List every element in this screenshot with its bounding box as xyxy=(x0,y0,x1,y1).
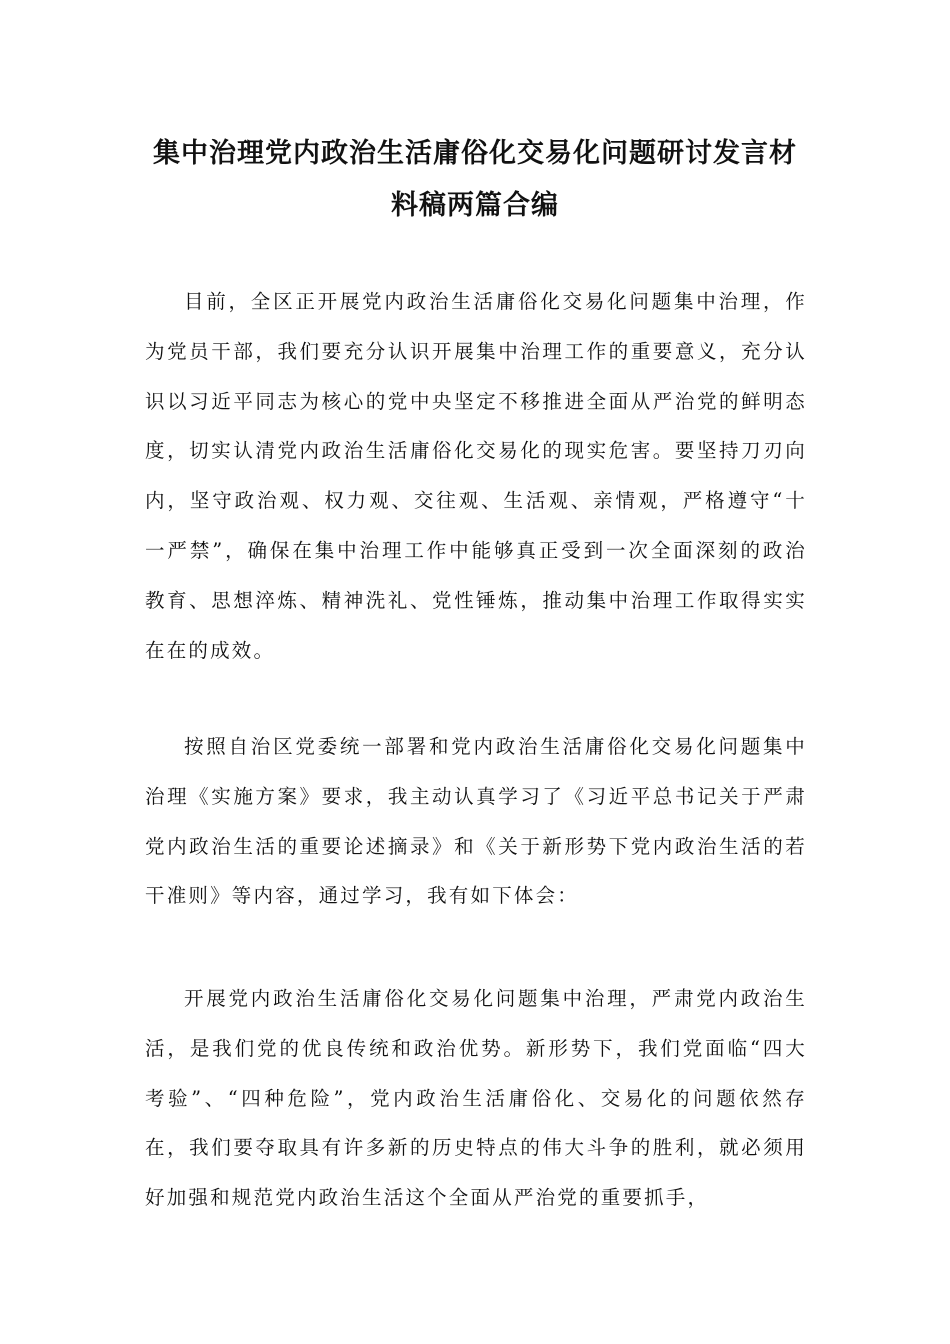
paragraph-1: 目前，全区正开展党内政治生活庸俗化交易化问题集中治理，作为党员干部，我们要充分认识开展集中治理工作的重要意义，充分认识以习近平同志为核心的党中央坚定不移推进全面从严治党的鲜明态度，切实认清党内政治生活庸俗化交易化的现实危害。要坚持刀刃向内，坚守政治观、权力观、交往观、生活观、亲情观，严格遵守“十一严禁”，确保在集中治理工作中能够真正受到一次全面深刻的政治教育、思想淬炼、精神洗礼、党性锤炼，推动集中治理工作取得实实在在的成效。 xyxy=(145,290,807,662)
paragraph-3: 开展党内政治生活庸俗化交易化问题集中治理，严肃党内政治生活，是我们党的优良传统和政治优势。新形势下，我们党面临“四大考验”、“四种危险”，党内政治生活庸俗化、交易化的问题依然存在，我们要夺取具有许多新的历史特点的伟大斗争的胜利，就必须用好加强和规范党内政治生活这个全面从严治党的重要抓手， xyxy=(145,987,807,1210)
paragraph-2: 按照自治区党委统一部署和党内政治生活庸俗化交易化问题集中治理《实施方案》要求，我主动认真学习了《习近平总书记关于严肃党内政治生活的重要论述摘录》和《关于新形势下党内政治生活的若干准则》等内容，通过学习，我有如下体会： xyxy=(145,735,807,908)
document-title: 集中治理党内政治生活庸俗化交易化问题研讨发言材料稿两篇合编 xyxy=(153,138,797,221)
